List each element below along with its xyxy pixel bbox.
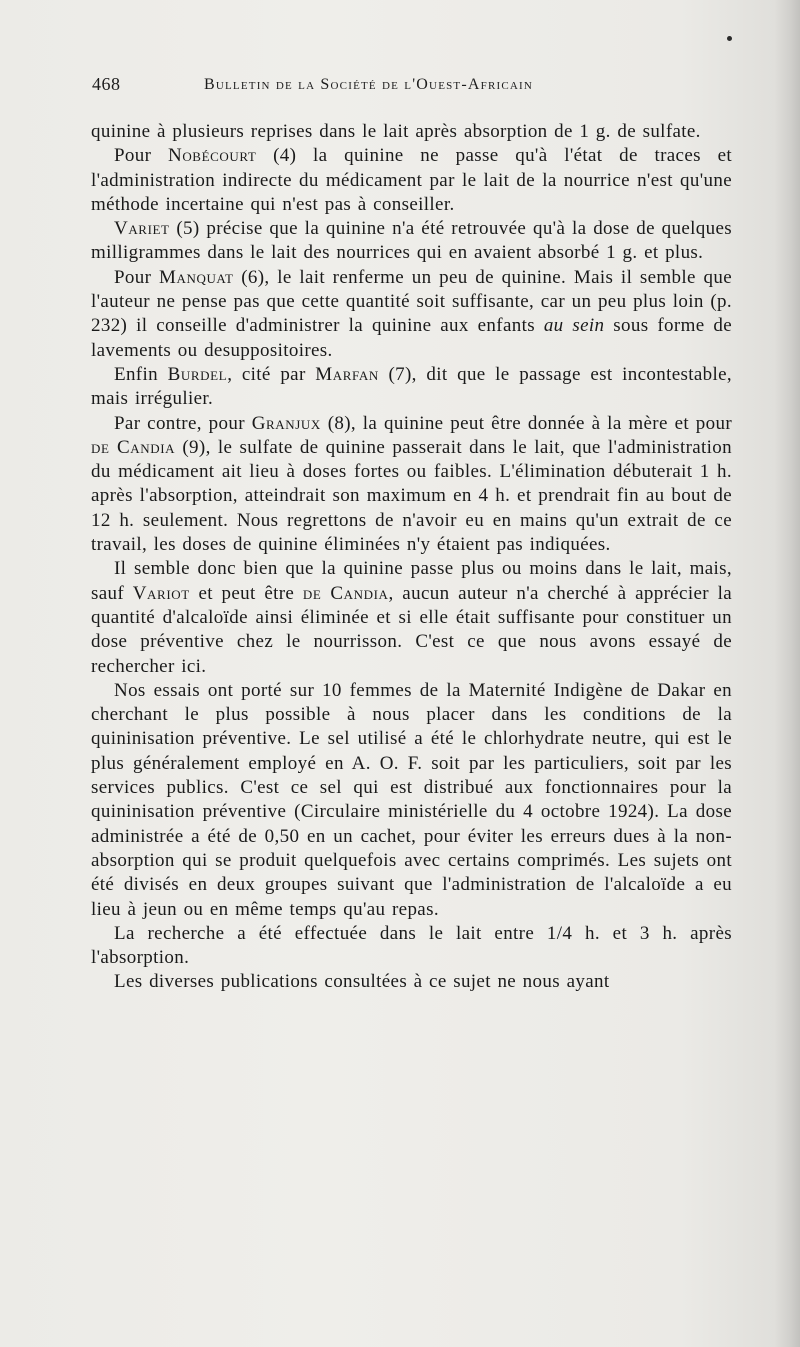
author-name: Granjux [251,412,321,434]
author-name: Variot [132,582,190,604]
running-title: Bulletin de la Société de l'Ouest-Africain [204,76,534,93]
author-name: Marfan [315,363,379,385]
italic-term: au sein [543,315,605,337]
author-name: Variet [114,218,170,240]
paragraph-10: Les diverses publications consultées à ce sujet ne nous ayant [114,971,610,993]
paragraph-6: Par contre, pour Granjux (8), la quinine peut être donnée à la mère et pour de Candia (9), le sulfate de quinine passerait dans le lait, que l'administration du médicament ait lieu à doses fortes ou faibles. L'élimination débuterait 1 h. après l'absorption, atteindrait son maximum en 4 h. et prendrait fin au bout de 12 h. seulement. Nous regrettons de n'avoir eu en mains qu'un extrait de ce travail, les doses de quinine éliminées n'y étaient pas indiquées. [91,412,733,556]
author-name: de Candia [302,582,389,604]
page-header [92,74,740,98]
author-name: de Candia [91,436,176,458]
paragraph-7: Il semble donc bien que la quinine passe plus ou moins dans le lait, mais, sauf Variot et peut être de Candia, aucun auteur n'a cherché à apprécier la quantité d'alcaloïde ainsi éliminée et si elle était suffisante pour constituer un dose préventive chez le nourrisson. C'est ce que nous avons essayé de rechercher ici. [91,558,733,677]
page-edge-shadow [774,0,800,1347]
paragraph-4: Pour Manquat (6), le lait renferme un peu de quinine. Mais il semble que l'auteur ne pense pas que cette quantité soit suffisante, car un peu plus loin (p. 232) il conseille d'administrer la quinine aux enfants au sein sous forme de lavements ou desuppositoires. [91,266,732,361]
ink-speck [727,36,732,41]
paragraph-9: La recherche a été effectuée dans le lait entre 1/4 h. et 3 h. après l'absorption. [91,922,732,969]
paragraph-5: Enfin Burdel, cité par Marfan (7), dit que le passage est incontestable, mais irrégulier. [91,363,733,410]
paragraph-1: quinine à plusieurs reprises dans le lait après absorption de 1 g. de sulfate. [91,121,701,142]
page-number: 468 [92,74,121,94]
body-text [91,120,732,995]
author-name: Burdel [167,363,228,385]
paragraph-3: Variet (5) précise que la quinine n'a été retrouvée qu'à la dose de quelques milligrammes dans le lait des nourrices qui en avaient absorbé 1 g. et plus. [91,218,732,264]
paragraph-2: Pour Nobécourt (4) la quinine ne passe qu'à l'état de traces et l'administration indirecte du médicament par le lait de la nourrice n'est qu'une méthode incertaine qui n'est pas à conseiller. [91,145,732,215]
author-name: Nobécourt [168,145,257,167]
paragraph-8: Nos essais ont porté sur 10 femmes de la Maternité Indigène de Dakar en cherchant le plus possible à nous placer dans les conditions de la quininisation préventive. Le sel utilisé a été le chlorhydrate neutre, qui est le plus généralement employé en A. O. F. soit par les particuliers, soit par les services publics. C'est ce sel qui est distribué aux fonctionnaires pour la quininisation préventive (Circulaire ministérielle du 4 octobre 1924). La dose administrée a été de 0,50 en un cachet, pour éviter les erreurs dues à la non-absorption qui se produit quelquefois avec certains comprimés. Les sujets ont été divisés en deux groupes suivant que l'administration de l'alcaloïde a eu lieu à jeun ou en même temps qu'au repas. [91,679,732,920]
author-name: Manquat [158,266,234,288]
